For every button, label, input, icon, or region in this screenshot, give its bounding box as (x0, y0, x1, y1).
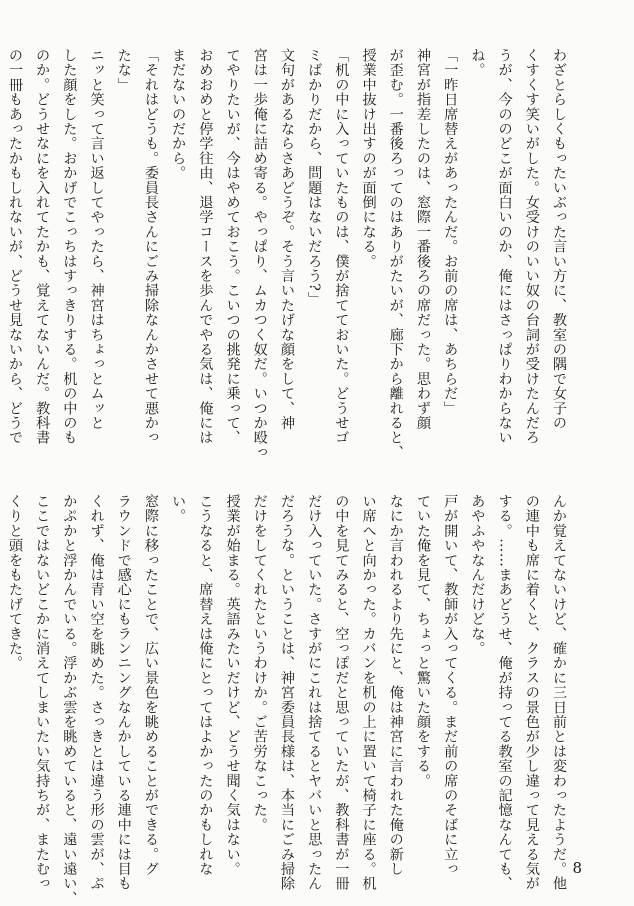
page-number: 8 (572, 859, 582, 877)
text-line: だけ入っていた。さすがにこれは捨てるとヤバいと思ったん (306, 494, 323, 891)
text-line: ていた俺を見て、ちょっと驚いた顔をする。 (414, 494, 431, 788)
text-line: くりと頭をもたげてきた。 (6, 494, 23, 671)
text-line: の一冊もあったかもしれないが、どうせ見ないから、どうで (6, 48, 23, 445)
text-line: ミばかりだから、問題はないだろう?」 (306, 48, 323, 307)
text-line: ニッと笑って言い返してやったら、神宮はちょっとムッと (88, 48, 105, 431)
text-line: うが、今ののどこが面白いのか、俺にはさっぱりわからない (496, 48, 513, 445)
text-line: くれず、俺は青い空を眺めた。さっきとは違う形の雲が、ぷ (88, 494, 105, 891)
text-line: てやりたいが、今はやめておこう。こいつの挑発に乗って、 (224, 48, 241, 445)
text-line: ここではないどこかに消えてしまいたい気持ちが、またむっ (34, 494, 51, 891)
text-line: の中を見てみると、空っぽだと思っていたが、教科書が一冊 (333, 494, 350, 891)
text-line: が歪む。一番後ろってのはありがたいが、廊下から離れると、 (387, 48, 404, 460)
text-line: んか覚えてないけど、確かに三日前とは変わったようだ。他 (551, 494, 567, 891)
text-line: ラウンドで感心にもランニングなんかしている連中には目も (115, 494, 132, 891)
text-line: 文句があるならさあどうぞ。そう言いたげな顔をして、神 (278, 48, 295, 431)
text-line: 「一昨日席替えがあったんだ。お前の席は、あちらだ」 (442, 48, 459, 416)
text-line: 戸が開いて、教師が入ってくる。まだ前の席のそばに立っ (442, 494, 459, 877)
text-line: ね。 (469, 48, 486, 78)
text-line: い席へと向かった。カバンを机の上に置いて椅子に座る。机 (360, 494, 377, 891)
text-line: あやふやなんだけどな。 (469, 494, 486, 656)
text-line: かぷかと浮かんでいる。浮かぶ雲を眺めていると、遠い遠い、 (61, 494, 78, 906)
text-line: の連中も席に着くと、クラスの景色が少し違って見える気が (523, 494, 540, 891)
text-line: 宮は一歩俺に詰め寄る。やっぱり、ムカつく奴だ。いつか殴っ (251, 48, 268, 460)
text-line: 授業が始まる。英語みたいだけど、どうせ聞く気はない。 (224, 494, 241, 877)
text-line: まだないのだから。 (170, 48, 187, 181)
text-line: わざとらしくもったいぶった言い方に、教室の隅で女子の (551, 48, 567, 431)
text-line: のか。どうせなにを入れてたかも、覚えてないんだ。教科書 (34, 48, 51, 445)
text-line: 「机の中に入っていたものは、僕が捨てておいた。どうせゴ (333, 48, 350, 445)
upper-text-block (6, 48, 572, 460)
text-line: 「それはどうも。委員長さんにごみ掃除なんかさせて悪かっ (142, 48, 159, 445)
text-line: だろうな。ということは、神宮委員長様は、本当にごみ掃除 (278, 494, 295, 891)
text-line: たな」 (115, 48, 132, 93)
text-line: した顔をした。おかげでこっちはすっきりする。机の中のも (61, 48, 78, 445)
text-line: 窓際に移ったことで、広い景色を眺めることができる。グ (142, 494, 159, 877)
lower-text-block (6, 494, 572, 906)
text-line: こうなると、席替えは俺にとってはよかったのかもしれな (197, 494, 214, 877)
text-line: 神宮が指差したのは、窓際一番後ろの席だった。思わず顔 (414, 48, 431, 431)
text-line: だけをしてくれたというわけか。ご苦労なこった。 (251, 494, 268, 833)
text-line: くすくす笑いがした。女受けのいい奴の台詞が受けたんだろ (523, 48, 540, 445)
text-line: 授業中抜け出すのが面倒になる。 (360, 48, 377, 269)
text-line: い。 (170, 494, 187, 524)
text-line: おめおめと停学往由、退学コースを歩んでやる気は、俺には (197, 48, 214, 445)
text-line: なにか言われるより先にと、俺は神宮に言われた俺の新し (387, 494, 404, 877)
text-line: する。……まあどうせ、俺が持ってる教室の記憶なんても、 (496, 494, 513, 891)
